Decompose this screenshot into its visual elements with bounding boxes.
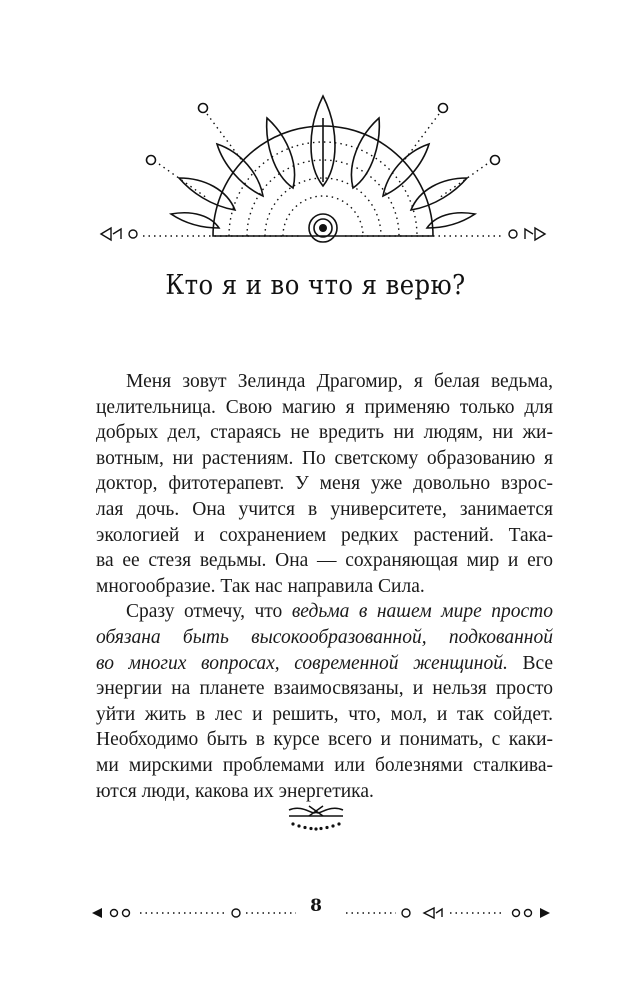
text-segment: Сразу отмечу, что [126,601,292,623]
text-segment: Все [507,652,553,674]
text-line: лая дочь. Она учится в университете, занимается [96,498,553,520]
text-line: Необходимо быть в курсе всего и понимать, с каки- [96,729,553,751]
body-text [96,369,553,804]
text-line: экологией и сохранением редких растений. Така- [96,524,553,546]
chapter-heading: Кто я и во что я верю? [165,270,466,301]
text-line-mixed [96,651,553,677]
text-line: ются люди, какова их энергетика. [96,780,374,802]
text-line: ми мирскими проблемами или болезнями сталкива- [96,754,553,776]
page-number: 8 [310,896,322,916]
text-line: энергии на планете взаимосвязаны, и нельзя просто [96,678,553,700]
text-line: доктор, фитотерапевт. У меня уже довольно взрос- [96,473,553,495]
text-line: вотным, ни растениям. По светскому образованию я [96,447,553,469]
text-line: целительница. Свою магию я применяю только для [96,396,553,418]
divider-ornament-icon [283,802,349,836]
text-line: добрых дел, стараясь не вредить ни людям, ни жи- [96,422,553,444]
text-line: уйти жить в лес и решить, что, мол, и так сойдет. [96,703,553,725]
text-line: Меня зовут Зелинда Драгомир, я белая ведьма, [126,371,553,392]
text-line: многообразие. Так нас направила Сила. [96,575,425,597]
text-line-mixed [96,599,553,625]
italic-segment: ведьма в нашем мире просто [291,601,553,623]
sun-ornament-icon [95,78,551,248]
italic-line: обязана быть высокообразованной, подкованной [96,626,553,648]
text-line: ва ее стезя ведьмы. Она — сохраняющая мир и его [96,550,553,572]
italic-segment: во многих вопросах, современной женщиной. [96,652,508,674]
